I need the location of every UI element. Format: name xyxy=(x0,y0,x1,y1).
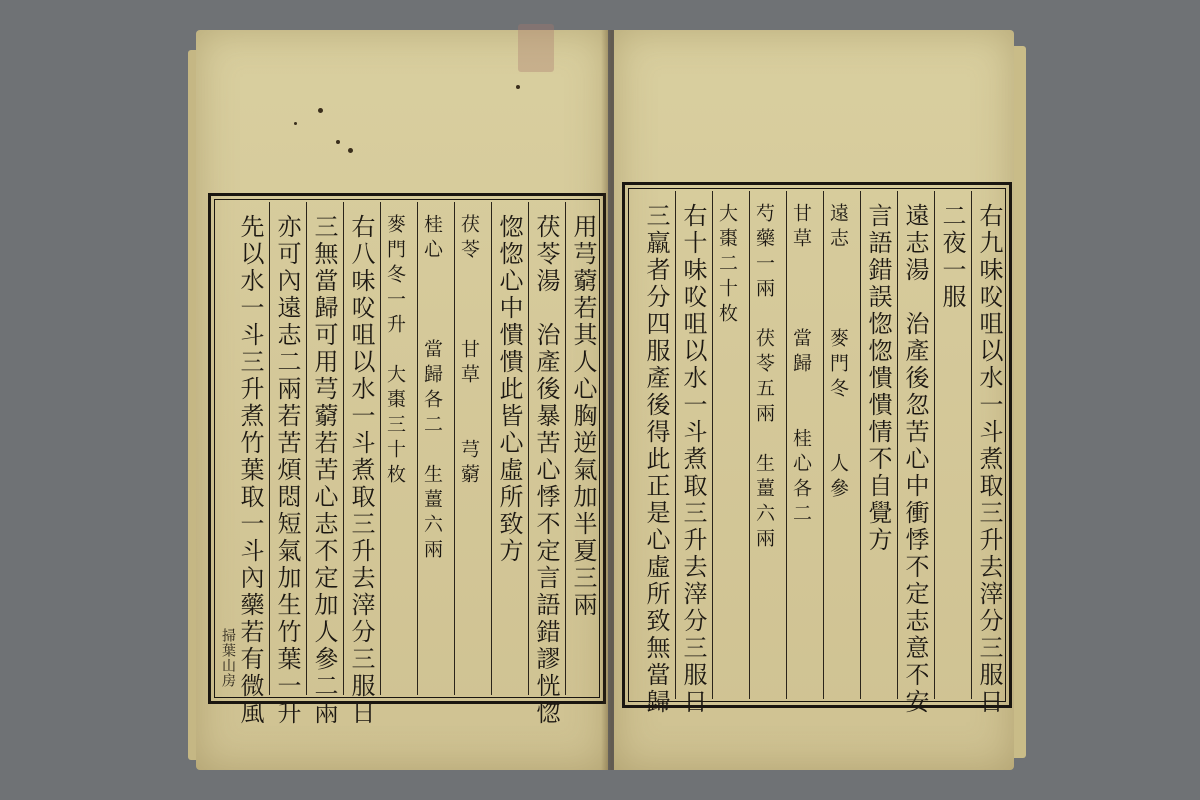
ink-spot xyxy=(516,85,520,89)
ink-spot xyxy=(336,140,340,144)
text-column: 亦可內遠志二兩若苦煩悶短氣加生竹葉一升 xyxy=(273,214,301,727)
text-frame-left xyxy=(208,193,606,727)
ink-spot xyxy=(318,108,323,113)
text-column: 桂心 當歸各二 生薑六兩 xyxy=(421,214,443,564)
text-column: 三無當歸可用芎藭若苦心志不定加人參二兩 xyxy=(310,214,338,727)
column-rule xyxy=(675,191,676,699)
text-column: 茯苓 甘草 芎藭 xyxy=(458,214,480,489)
column-rule xyxy=(528,202,529,695)
text-column: 茯苓湯 治產後暴苦心悸不定言語錯謬恍惚 xyxy=(532,214,560,727)
column-rule xyxy=(897,191,898,699)
text-frame-right xyxy=(622,182,1012,716)
publisher-mark: 掃葉山房 xyxy=(220,628,236,688)
text-column: 用芎藭若其人心胸逆氣加半夏三兩 xyxy=(569,214,597,619)
open-book xyxy=(196,30,1022,770)
column-rule xyxy=(712,191,713,699)
text-column: 大棗二十枚 xyxy=(716,203,738,328)
right-page xyxy=(614,30,1014,770)
column-rule xyxy=(749,191,750,699)
page-stack-right xyxy=(1014,46,1026,758)
text-column: 芍藥一兩 茯苓五兩 生薑六兩 xyxy=(753,203,775,553)
text-column: 右八味㕮咀以水一斗煮取三升去滓分三服日 xyxy=(347,214,375,727)
ink-spot xyxy=(348,148,353,153)
text-column: 惚惚心中憒憒此皆心虛所致方 xyxy=(495,214,523,565)
column-rule xyxy=(491,202,492,695)
text-column: 遠志 麥門冬 人參 xyxy=(827,203,849,503)
column-rule xyxy=(306,202,307,695)
text-column: 遠志湯 治產後忽苦心中衝悸不定志意不安 xyxy=(901,203,929,716)
left-page xyxy=(196,30,608,770)
text-column: 二夜一服 xyxy=(938,203,966,311)
column-rule xyxy=(417,202,418,695)
column-rule xyxy=(971,191,972,699)
text-column: 三羸者分四服產後得此正是心虛所致無當歸 xyxy=(642,203,670,716)
text-column: 言語錯誤惚惚憒憒情不自覺方 xyxy=(864,203,892,554)
column-rule xyxy=(823,191,824,699)
text-column: 甘草 當歸 桂心各二 xyxy=(790,203,812,528)
column-rule xyxy=(269,202,270,695)
ink-spot xyxy=(294,122,297,125)
column-rule xyxy=(565,202,566,695)
text-column: 先以水一斗三升煮竹葉取一斗內藥若有微風 xyxy=(236,214,264,727)
column-rule xyxy=(860,191,861,699)
column-rule xyxy=(454,202,455,695)
text-column: 右十味㕮咀以水一斗煮取三升去滓分三服日 xyxy=(679,203,707,716)
column-rule xyxy=(786,191,787,699)
text-column: 右九味㕮咀以水一斗煮取三升去滓分三服日 xyxy=(975,203,1003,716)
text-column: 麥門冬一升 大棗三十枚 xyxy=(384,214,406,489)
column-rule xyxy=(380,202,381,695)
library-seal xyxy=(518,24,554,72)
column-rule xyxy=(934,191,935,699)
column-rule xyxy=(343,202,344,695)
